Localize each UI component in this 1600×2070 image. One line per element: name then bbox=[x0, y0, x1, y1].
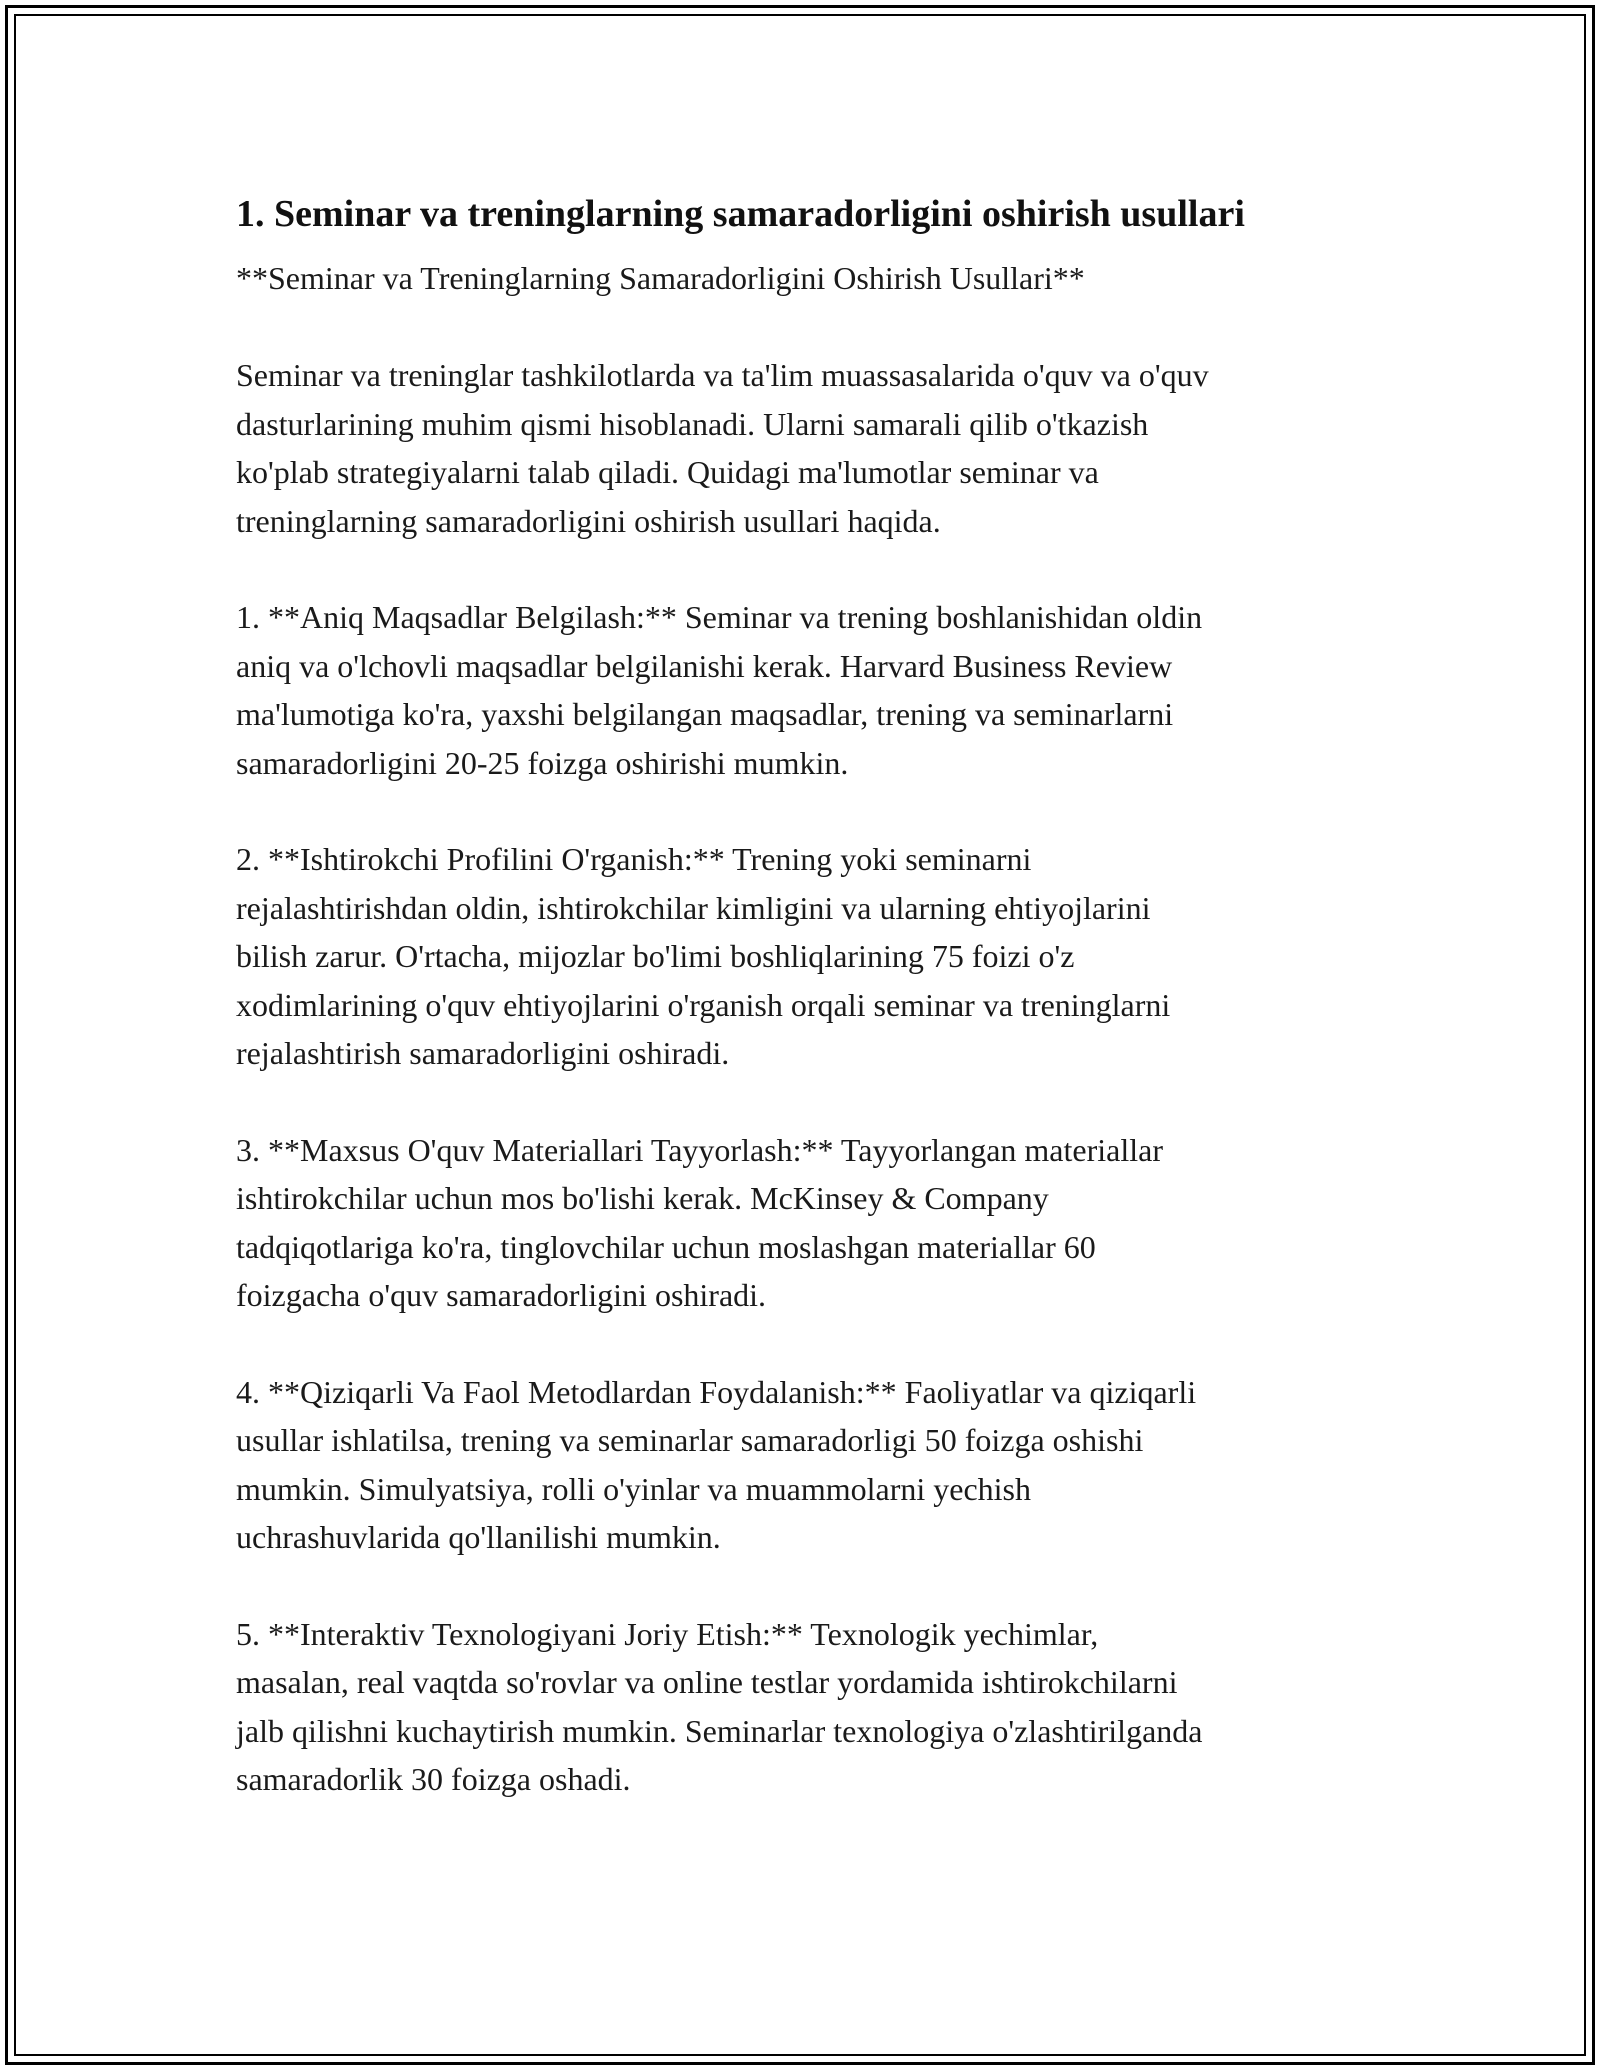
list-item: 5. **Interaktiv Texnologiyani Joriy Etish:** Texnologik yechimlar, masalan, real vaqtda so'rovlar va online testlar yordamida ishtirokchilarni jalb qilishni kuchaytirish mumkin. Seminarlar texnologiya o'zlashtirilganda samaradorlik 30 foizga oshadi. bbox=[236, 1615, 1203, 1797]
document-subtitle: **Seminar va Treninglarning Samaradorligini Oshirish Usullari** bbox=[236, 260, 1085, 296]
document-title: 1. Seminar va treninglarning samaradorligini oshirish usullari bbox=[236, 193, 1245, 235]
document-body bbox=[236, 180, 1376, 1804]
list-item: 3. **Maxsus O'quv Materiallari Tayyorlash:** Tayyorlangan materiallar ishtirokchilar uchun mos bo'lishi kerak. McKinsey & Company tadqiqotlariga ko'ra, tinglovchilar uchun moslashgan materiallar 60 foizgacha o'quv samaradorligini oshiradi. bbox=[236, 1131, 1163, 1313]
list-item: 4. **Qiziqarli Va Faol Metodlardan Foydalanish:** Faoliyatlar va qiziqarli usullar ishlatilsa, trening va seminarlar samaradorligi 50 foizga oshishi mumkin. Simulyatsiya, rolli o'yinlar va muammolarni yechish uchrashuvlarida qo'llanilishi mumkin. bbox=[236, 1373, 1197, 1555]
intro-paragraph: Seminar va treninglar tashkilotlarda va ta'lim muassasalarida o'quv va o'quv dasturlarining muhim qismi hisoblanadi. Ularni samarali qilib o'tkazish ko'plab strategiyalarni talab qiladi. Quidagi ma'lumotlar seminar va treninglarning samaradorligini oshirish usullari haqida. bbox=[236, 357, 1209, 539]
list-item: 1. **Aniq Maqsadlar Belgilash:** Seminar va trening boshlanishidan oldin aniq va o'lchovli maqsadlar belgilanishi kerak. Harvard Business Review ma'lumotiga ko'ra, yaxshi belgilangan maqsadlar, trening va seminarlarni samaradorligini 20-25 foizga oshirishi mumkin. bbox=[236, 599, 1203, 781]
list-item: 2. **Ishtirokchi Profilini O'rganish:** Trening yoki seminarni rejalashtirishdan oldin, ishtirokchilar kimligini va ularning ehtiyojlarini bilish zarur. O'rtacha, mijozlar bo'limi boshliqlarining 75 foizi o'z xodimlarining o'quv ehtiyojlarini o'rganish orqali seminar va treninglarni rejalashtirish samaradorligini oshiradi. bbox=[236, 841, 1171, 1071]
